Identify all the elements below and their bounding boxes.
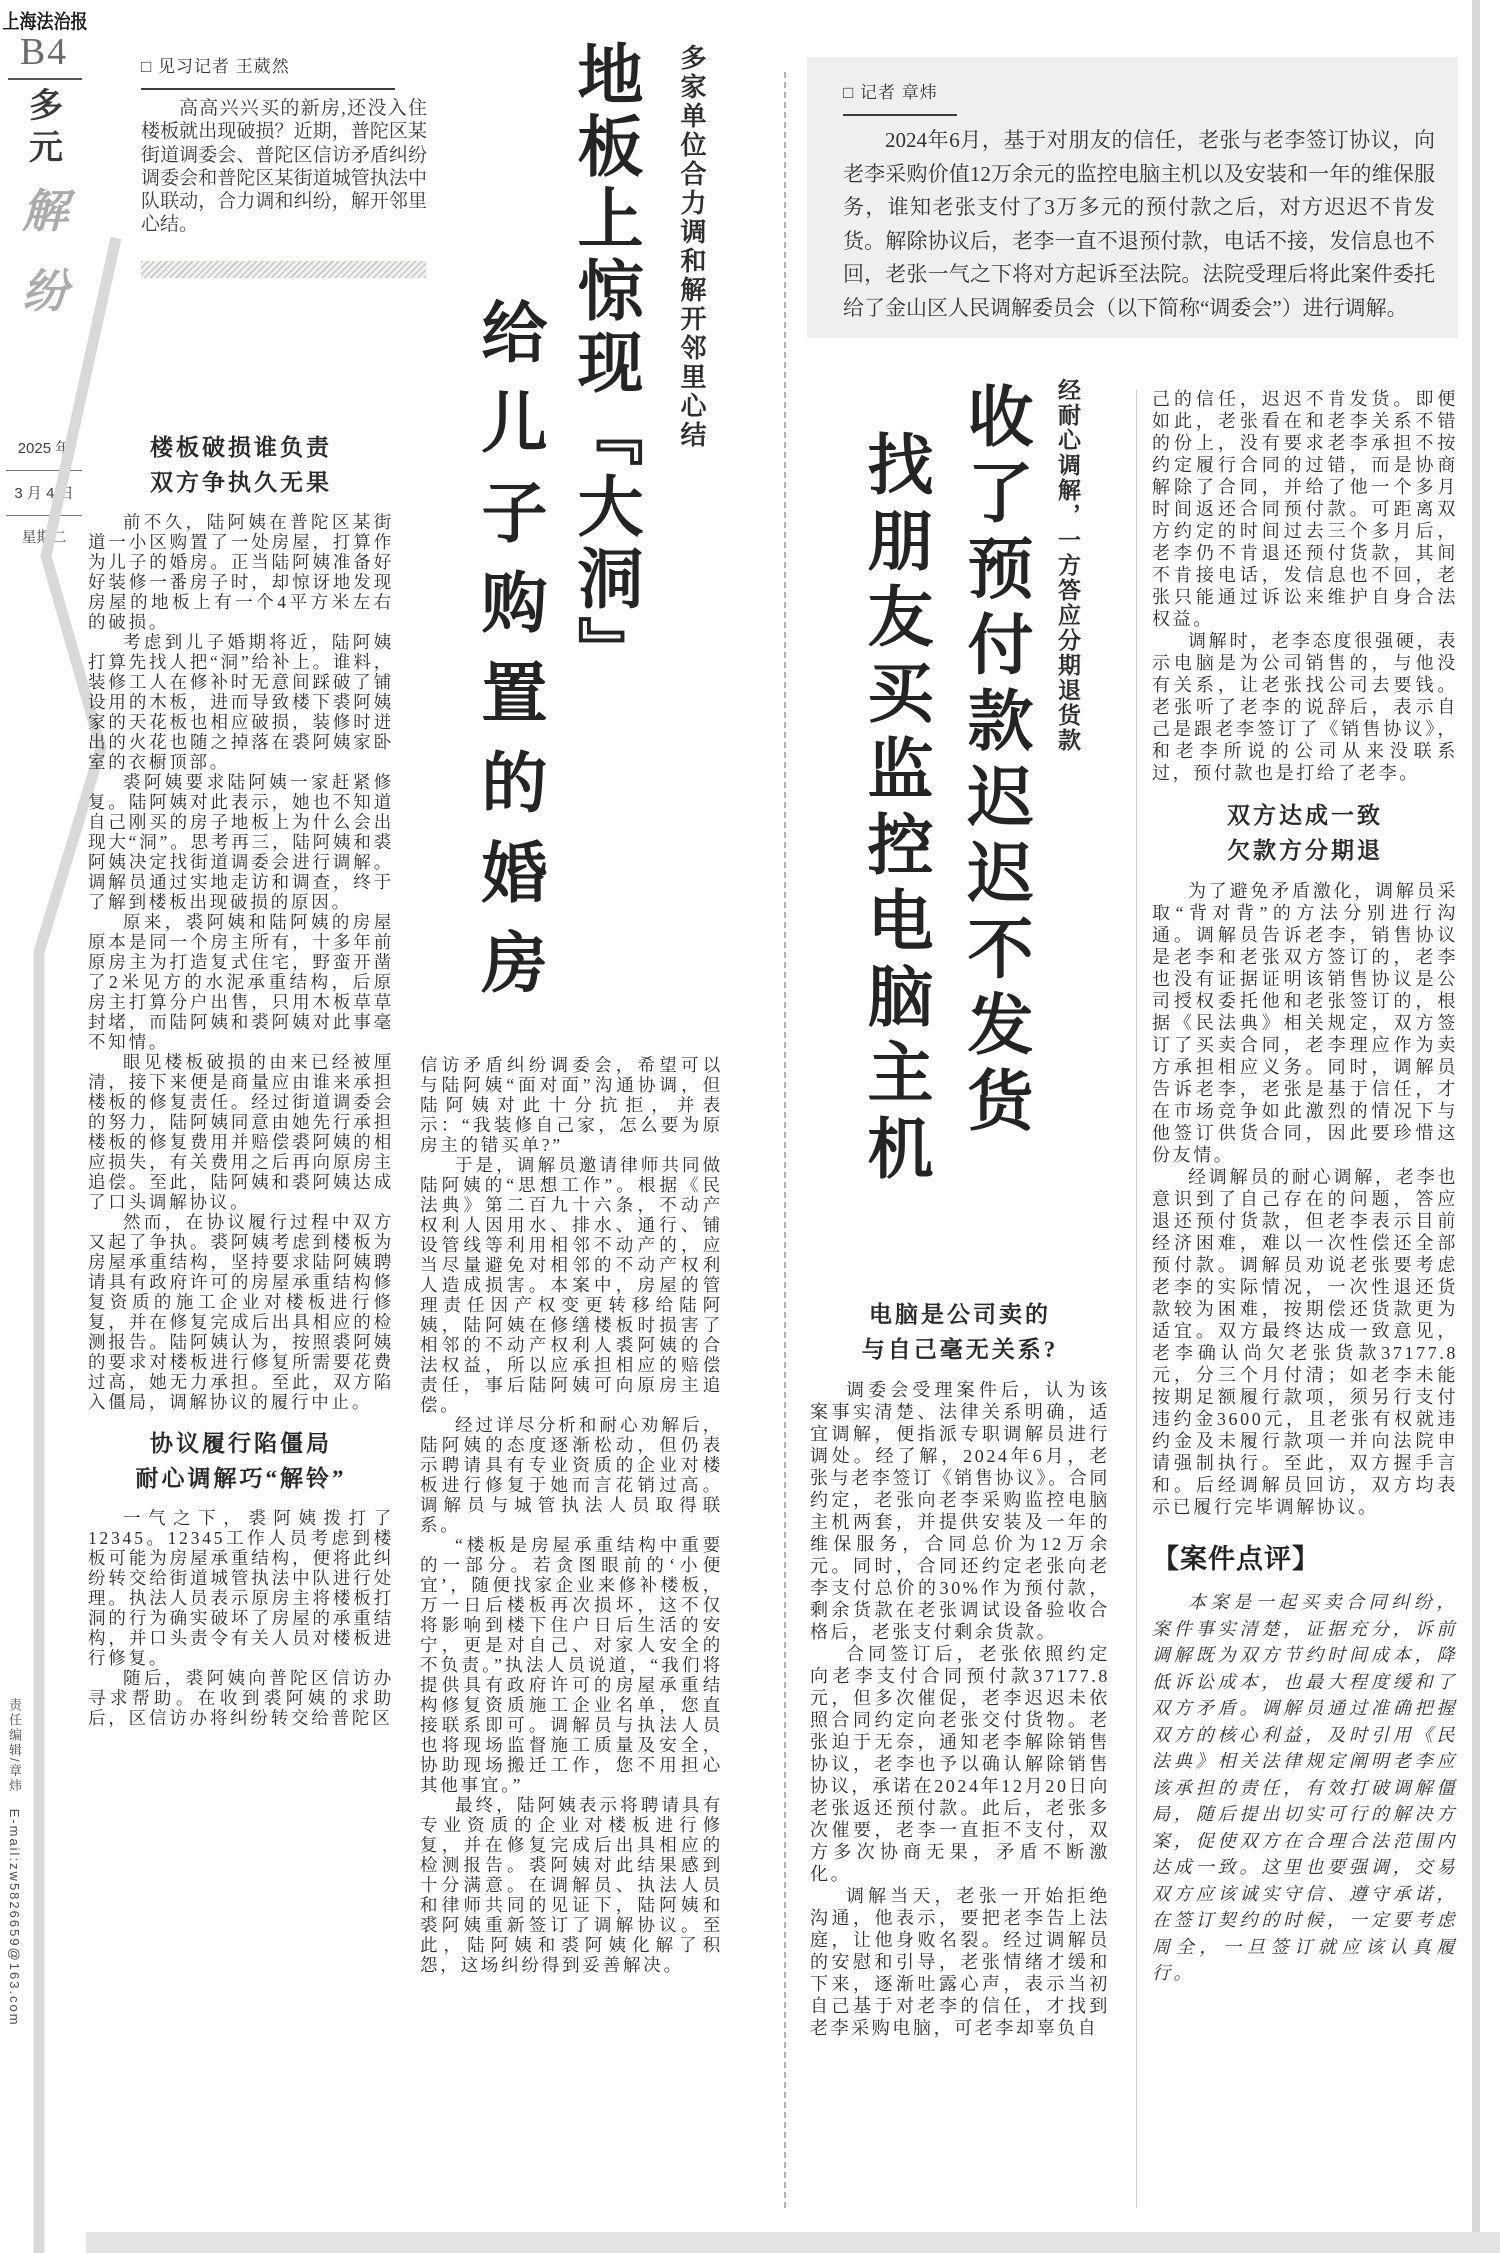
body-paragraph: 合同签订后，老张依照约定向老李支付合同预付款37177.8元，但多次催促，老李迟迟未依照合同约定向老张交付货物。老张迫于无奈，通知老李解除销售协议，老李也予以确认解除销售协议，承诺在2024年12月20日向老张返还预付款。此后，老张多次催要，老李一直拒不支付，双方多次协商无果，矛盾不断激化。 bbox=[810, 1644, 1110, 1884]
case-review-paragraph: 本案是一起买卖合同纠纷，案件事实清楚，证据充分，诉前调解既为双方节约时间成本，降低诉讼成本，也最大程度缓和了双方矛盾。调解员通过准确把握双方的核心利益，及时引用《民法典》相关法律规定阐明老李应该承担的责任，有效打破调解僵局，随后提出切实可行的解决方案，促使双方在合理合法范围内达成一致。这里也要强调，交易双方应该诚实守信、遵守承诺，在签订契约的时候，一定要考虑周全，一旦签订就应该认真履行。 bbox=[1152, 1592, 1458, 1984]
intro-paragraph: 2024年6月，基于对朋友的信任，老张与老李签订协议，向老李采购价值12万余元的监控电脑主机以及安装和一年的维保服务，谁知老张支付了3万多元的预付款之后，对方迟迟不肯发货。解除协议后，老李一直不退预付款，电话不接，发信息也不回，老张一气之下将对方起诉至法院。法院受理后将此案件委托给了金山区人民调解委员会（以下简称“调委会”）进行调解。 bbox=[843, 128, 1435, 320]
body-paragraph: 于是，调解员邀请律师共同做陆阿姨的“思想工作”。根据《民法典》第二百九十六条，不动产权利人因用水、排水、通行、铺设管线等利用相邻不动产的，应当尽量避免对相邻的不动产权利人造成损害。本案中，房屋的管理责任因产权变更转移给陆阿姨，陆阿姨在修缮楼板时损害了相邻的不动产权利人裘阿姨的合法权益，所以应承担相应的赔偿责任，事后陆阿姨可向原房主追偿。 bbox=[420, 1155, 723, 1415]
headline-kicker: 多家单位合力调和解开邻里心结 bbox=[677, 44, 707, 450]
body-paragraph: 裘阿姨要求陆阿姨一家赶紧修复。陆阿姨对此表示，她也不知道自己刚买的房子地板上为什么会出现大“洞”。思考再三，陆阿姨和裘阿姨决定找街道调委会进行调解。调解员通过实地走访和调查，终于了解到楼板出现破损的原因。 bbox=[88, 772, 394, 912]
masthead-logo: 上海法治报 bbox=[2, 10, 88, 33]
body-paragraph: 最终，陆阿姨表示将聘请具有专业资质的企业对楼板进行修复，并在修复完成后出具相应的检测报告。裘阿姨对此结果感到十分满意。在调解员、执法人员和律师共同的见证下，陆阿姨和裘阿姨重新签订了调解协议。至此，陆阿姨和裘阿姨化解了积怨，这场纠纷得到妥善解决。 bbox=[420, 1795, 723, 1975]
page-right-edge-rule bbox=[1472, 0, 1480, 2253]
section-title-secondary: 解纷 bbox=[22, 186, 68, 317]
column-subheading: 双方达成一致 欠款方分期退 bbox=[1227, 803, 1383, 863]
headline-main-line1: 地板上惊现『大洞』 bbox=[567, 40, 640, 688]
page-number: B4 bbox=[19, 31, 69, 73]
headline-main-line2: 给儿子购置的婚房 bbox=[471, 298, 544, 1018]
section-title-primary: 多元 bbox=[29, 88, 63, 167]
case-review-heading: 【案件点评】 bbox=[1152, 1544, 1320, 1574]
headline-main-line2: 找朋友买监控电脑主机 bbox=[857, 430, 930, 1190]
issue-day: 3 月 4 日 bbox=[14, 485, 74, 502]
body-paragraph: 经调解员的耐心调解，老李也意识到了自己存在的问题，答应退还预付货款，但老李表示目前经济困难，难以一次性偿还全部预付款。调解员劝说老张要考虑老李的实际情况，一次性退还货款较为困难，按期偿还货款更为适宜。双方最终达成一致意见，老李确认尚欠老张货款37177.8元，分三个月付清；如老李未能按期足额履行款项，须另行支付违约金3600元，且老张有权就违约金及未履行款项一并向法院申请强制执行。至此，双方握手言和。后经调解员回访，双方均表示已履行完毕调解协议。 bbox=[1152, 1167, 1458, 1517]
body-column-1 bbox=[810, 1295, 1110, 2208]
byline-rule bbox=[843, 114, 957, 116]
body-column-2 bbox=[1152, 388, 1458, 2210]
intro-hatch-bar bbox=[141, 261, 426, 278]
body-paragraph: 眼见楼板破损的由来已经被厘清，接下来便是商量应由谁来承担楼板的修复责任。经过街道调委会的努力，陆阿姨同意由她先行承担楼板的修复费用并赔偿裘阿姨的相应损失，有关费用之后再向原房主追偿。至此，陆阿姨和裘阿姨达成了口头调解协议。 bbox=[88, 1052, 394, 1212]
issue-year: 2025 年 bbox=[17, 440, 71, 457]
body-paragraph: 原来，裘阿姨和陆阿姨的房屋原本是同一个房主所有，十多年前原房主为打造复式住宅，野蛮开凿了2米见方的水泥承重结构，后原房主打算分户出售，只用木板草草封堵，而陆阿姨和裘阿姨对此事毫不知情。 bbox=[88, 912, 394, 1052]
editor-colophon: 责任编辑/章炜 E-mail:zw5826659@163.com bbox=[7, 1698, 22, 2027]
page-footer-bar bbox=[86, 2232, 1500, 2253]
column-subheading: 楼板破损谁负责 双方争执久无果 bbox=[150, 435, 332, 495]
body-paragraph: 为了避免矛盾激化，调解员采取“背对背”的方法分别进行沟通。调解员告诉老李，销售协议是老李和老张双方签订的，老李也没有证据证明该销售协议是公司授权委托他和老张签订的，根据《民法典》相关规定，双方签订了买卖合同，老李理应作为卖方承担相应义务。同时，调解员告诉老李，老张是基于信任，才在市场竞争如此激烈的情况下与他签订供货合同，因此要珍惜这份友情。 bbox=[1152, 881, 1458, 1165]
body-paragraph: 己的信任，迟迟不肯发货。即便如此，老张看在和老李关系不错的份上，没有要求老李承担不按约定履行合同的过错，而是协商解除了合同，并给了他一个多月时间返还合同预付款。可距离双方约定的时间过去三个多月后，老李仍不肯退还预付货款，其间不肯接电话，发信息也不回，老张只能通过诉讼来维护自身合法权益。 bbox=[1152, 389, 1458, 629]
body-paragraph: 前不久，陆阿姨在普陀区某街道一小区购置了一处房屋，打算作为儿子的婚房。正当陆阿姨准备好好装修一番房子时，却惊讶地发现房屋的地板上有一个4平方米左右的破损。 bbox=[88, 512, 394, 632]
body-paragraph: 考虑到儿子婚期将近，陆阿姨打算先找人把“洞”给补上。谁料，装修工人在修补时无意间踩破了铺设用的木板，进而导致楼下裘阿姨家的天花板也相应破损，装修时迸出的火花也随之掉落在裘阿姨家卧室的衣橱顶部。 bbox=[88, 632, 394, 772]
issue-weekday: 星期二 bbox=[21, 529, 67, 546]
body-column-2 bbox=[420, 1055, 723, 2210]
body-paragraph: “楼板是房屋承重结构中重要的一部分。若贪图眼前的‘小便宜’，随便找家企业来修补楼板，万一日后楼板再次损坏，这不仅将影响到楼下住户日后生活的安宁，更是对自己、对家人安全的不负责。”执法人员说道，“我们将提供具有政府许可的房屋承重结构修复资质施工企业名单，您直接联系即可。调解员与执法人员也将现场监督施工质量及安全，协助现场搬迁工作，您不用担心其他事宜。” bbox=[420, 1535, 723, 1795]
article-divider-dashed bbox=[784, 72, 786, 2208]
body-paragraph: 然而，在协议履行过程中双方又起了争执。裘阿姨考虑到楼板为房屋承重结构，坚持要求陆阿姨聘请具有政府许可的房屋承重结构修复资质的施工企业对楼板进行修复，并在修复完成后出具相应的检测报告。陆阿姨认为，按照裘阿姨的要求对楼板进行修复所需要花费过高，她无力承担。至此，双方陷入僵局，调解协议的履行中止。 bbox=[88, 1212, 394, 1412]
headline-main-line1: 收了预付款迟迟不发货 bbox=[957, 382, 1030, 1142]
byline-rule bbox=[141, 88, 395, 90]
body-paragraph: 调解当天，老张一开始拒绝沟通，他表示，要把老李告上法庭，让他身败名裂。经过调解员的安慰和引导，老张情绪才缓和下来，逐渐吐露心声，表示当初自己基于对老李的信任，才找到老李采购电脑，可老李却辜负自 bbox=[810, 1886, 1110, 2038]
body-paragraph: 经过详尽分析和耐心劝解后，陆阿姨的态度逐渐松动，但仍表示聘请具有专业资质的企业对楼板进行修复于她而言花销过高。调解员与城管执法人员取得联系。 bbox=[420, 1415, 723, 1535]
byline: □ 记者 章炜 bbox=[843, 83, 938, 102]
body-paragraph: 调解时，老李态度很强硬，表示电脑是为公司销售的，与他没有关系，让老张找公司去要钱。老张听了老李的说辞后，表示自己是跟老李签订了《销售协议》，和老李所说的公司从来没联系过，预付款也是打给了老李。 bbox=[1152, 631, 1458, 783]
body-column-1 bbox=[88, 428, 394, 2210]
column-subheading: 电脑是公司卖的 与自己毫无关系? bbox=[861, 1302, 1059, 1362]
body-paragraph: 一气之下，裘阿姨拨打了12345。12345工作人员考虑到楼板可能为房屋承重结构，便将此纠纷转交给街道城管执法中队进行处理。执法人员表示原房主将楼板打洞的行为确实破坏了房屋的承重结构，并口头责令有关人员对楼板进行修复。 bbox=[88, 1508, 394, 1668]
column-rule bbox=[1136, 390, 1137, 2208]
body-paragraph: 信访矛盾纠纷调委会，希望可以与陆阿姨“面对面”沟通协调，但陆阿姨对此十分抗拒，并表示：“我装修自己家，怎么要为原房主的错买单?” bbox=[420, 1055, 723, 1155]
column-subheading: 协议履行陷僵局 耐心调解巧“解铃” bbox=[135, 1431, 347, 1491]
intro-paragraph: 高高兴兴买的新房,还没入住楼板就出现破损？近期，普陀区某街道调委会、普陀区信访矛盾纠纷调委会和普陀区某街道城管执法中队联动，合力调和纠纷，解开邻里心结。 bbox=[141, 98, 427, 236]
body-paragraph: 随后，裘阿姨向普陀区信访办寻求帮助。在收到裘阿姨的求助后，区信访办将纠纷转交给普陀区 bbox=[88, 1668, 394, 1728]
body-paragraph: 调委会受理案件后，认为该案事实清楚、法律关系明确，适宜调解，便指派专职调解员进行调处。经了解，2024年6月，老张与老李签订《销售协议》。合同约定，老张向老李采购监控电脑主机两套，并提供安装及一年的维保服务，合同总价为12万余元。同时，合同还约定老张向老李支付总价的30%作为预付款，剩余货款在老张调试设备验收合格后，老张支付剩余货款。 bbox=[810, 1380, 1110, 1642]
byline: □ 见习记者 王葳然 bbox=[141, 57, 290, 76]
headline-kicker: 经耐心调解，一方答应分期退货款 bbox=[1055, 378, 1081, 753]
